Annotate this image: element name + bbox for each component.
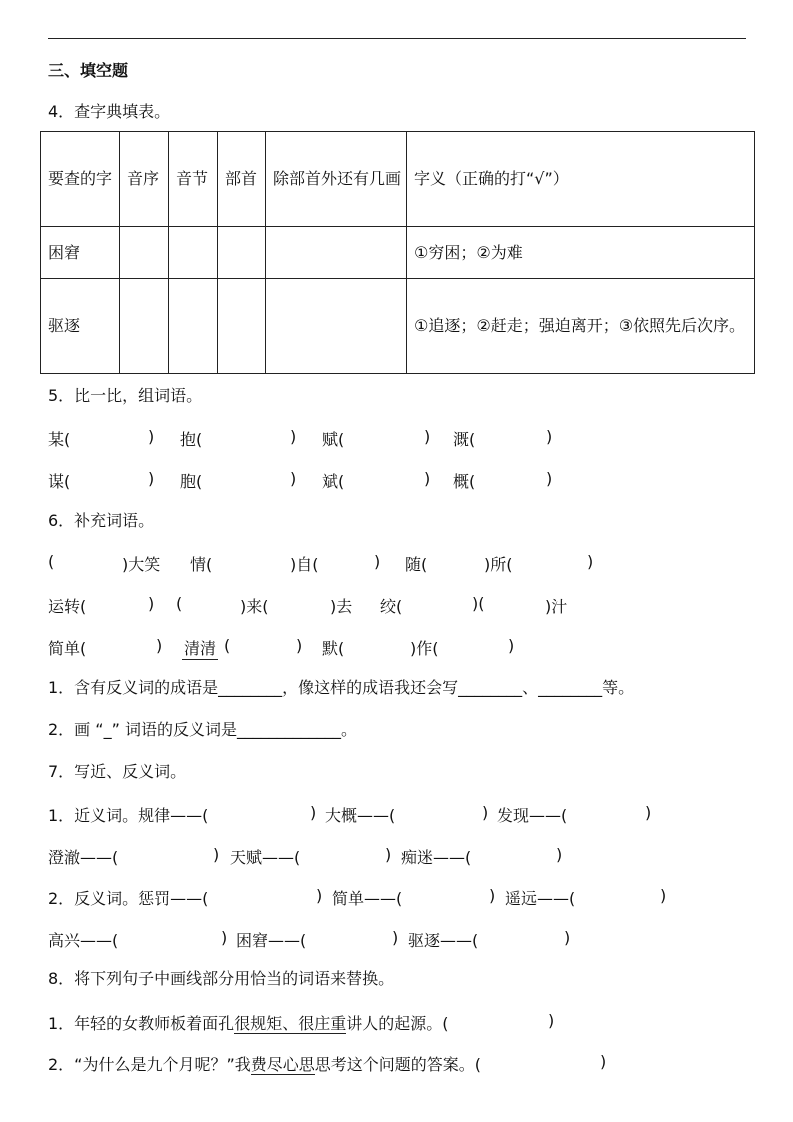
q6-underlined-word: 清清 <box>182 636 218 660</box>
q6-sub1: 1．含有反义词的成语是________，像这样的成语我还会写________、________等。 <box>48 678 635 697</box>
meaning-cell: ①穷困；②为难 <box>407 227 755 279</box>
q7-seg: ) <box>310 803 317 822</box>
header-cell: 音序 <box>120 132 169 227</box>
answer-cell[interactable] <box>120 227 169 279</box>
q7-seg: ) <box>221 928 228 947</box>
table-row <box>41 279 755 374</box>
word-cell: 驱逐 <box>41 279 120 374</box>
header-cell: 部首 <box>218 132 266 227</box>
q8-s1-underlined: 很规矩、很庄重 <box>234 1014 347 1033</box>
q7-seg: ) <box>385 845 392 864</box>
q5-item: 谋( <box>48 472 71 491</box>
q8-s2-text <box>48 1052 481 1075</box>
q5-item: 某( <box>48 430 71 449</box>
q7-seg: 1．近义词。规律——( <box>48 806 209 825</box>
q5-item: 抱( <box>180 430 203 449</box>
header-cell: 音节 <box>169 132 218 227</box>
q7-title: 7．写近、反义词。 <box>48 762 187 781</box>
q6-seg: )作( <box>410 639 439 658</box>
q7-seg: 驱逐——( <box>408 931 479 950</box>
q6-sub2-mark: _ <box>103 720 112 739</box>
q7-seg: 困窘——( <box>236 931 307 950</box>
q5-blank-close[interactable]: ) <box>546 427 553 446</box>
q7-seg: 2．反义词。惩罚——( <box>48 889 209 908</box>
q6-seg: ) <box>374 552 381 571</box>
q7-seg: ) <box>556 845 563 864</box>
q8-s1-pre: 1．年轻的女教师板着面孔 <box>48 1014 235 1033</box>
header-cell: 字义（正确的打“√”） <box>407 132 755 227</box>
q5-blank-close[interactable]: ) <box>290 469 297 488</box>
section-title: 三、填空题 <box>48 61 129 80</box>
q5-blank-close[interactable]: ) <box>148 427 155 446</box>
q6-sub2 <box>48 720 357 740</box>
q6-seg: 情( <box>190 555 213 574</box>
q5-blank-close[interactable]: ) <box>424 427 431 446</box>
q6-seg: ( <box>48 552 55 571</box>
meaning-cell: ①追逐；②赶走；强迫离开；③依照先后次序。 <box>407 279 755 374</box>
q6-seg: 绞( <box>380 597 403 616</box>
q7-seg: 澄澈——( <box>48 848 119 867</box>
q7-seg: ) <box>482 803 489 822</box>
word-cell: 困窘 <box>41 227 120 279</box>
answer-cell[interactable] <box>218 279 266 374</box>
q7-seg: ) <box>660 886 667 905</box>
q8-s2-pre: 2．“为什么是九个月呢？”我 <box>48 1055 251 1074</box>
q6-sub2-text: 2．画 “ <box>48 720 104 739</box>
q7-seg: 天赋——( <box>230 848 301 867</box>
q8-s1-close[interactable]: ) <box>548 1011 555 1030</box>
q5-item: 斌( <box>322 472 345 491</box>
q6-seg: ) <box>587 552 594 571</box>
q8-s2-close[interactable]: ) <box>600 1052 607 1071</box>
q6-seg: )汁 <box>545 597 568 616</box>
q5-item: 胞( <box>180 472 203 491</box>
q7-seg: ) <box>564 928 571 947</box>
q5-blank-close[interactable]: ) <box>290 427 297 446</box>
q6-seg: ( <box>176 594 183 613</box>
q6-seg: )( <box>472 594 485 613</box>
q4-title: 4．查字典填表。 <box>48 102 171 121</box>
q6-seg: 简单( <box>48 639 87 658</box>
q7-seg: 痴迷——( <box>401 848 472 867</box>
q5-item: 赋( <box>322 430 345 449</box>
q8-s1-text <box>48 1011 448 1034</box>
answer-cell[interactable] <box>169 227 218 279</box>
top-rule <box>48 38 746 39</box>
dictionary-table <box>40 131 755 374</box>
q6-title: 6．补充词语。 <box>48 511 155 530</box>
q7-seg: 遥远——( <box>505 889 576 908</box>
answer-cell[interactable] <box>169 279 218 374</box>
q7-seg: ) <box>645 803 652 822</box>
q7-seg: ) <box>213 845 220 864</box>
q7-seg: 大概——( <box>325 806 396 825</box>
q6-seg: ) <box>156 636 163 655</box>
q6-sub2-text: ” 词语的反义词是_____________。 <box>111 720 357 739</box>
q8-title: 8．将下列句子中画线部分用恰当的词语来替换。 <box>48 969 395 988</box>
q7-seg: 高兴——( <box>48 931 119 950</box>
q8-s2-underlined: 费尽心思 <box>250 1055 315 1074</box>
table-row <box>41 227 755 279</box>
header-cell: 要查的字 <box>41 132 120 227</box>
q6-seg: 随( <box>405 555 428 574</box>
answer-cell[interactable] <box>120 279 169 374</box>
table-header-row <box>41 132 755 227</box>
q6-seg: ) <box>508 636 515 655</box>
q5-blank-close[interactable]: ) <box>424 469 431 488</box>
answer-cell[interactable] <box>266 279 407 374</box>
q7-seg: ) <box>316 886 323 905</box>
q6-seg: 默( <box>322 639 345 658</box>
q6-seg: 运转( <box>48 597 87 616</box>
q5-item: 溉( <box>453 430 476 449</box>
answer-cell[interactable] <box>266 227 407 279</box>
q6-seg: ( <box>224 636 231 655</box>
q7-seg: ) <box>489 886 496 905</box>
q6-seg: ) <box>148 594 155 613</box>
q6-seg: )来( <box>240 597 269 616</box>
answer-cell[interactable] <box>218 227 266 279</box>
header-cell: 除部首外还有几画 <box>266 132 407 227</box>
q5-blank-close[interactable]: ) <box>148 469 155 488</box>
q6-seg: )自( <box>290 555 319 574</box>
q5-title: 5．比一比，组词语。 <box>48 386 203 405</box>
q7-seg: 发现——( <box>497 806 568 825</box>
q5-item: 概( <box>453 472 476 491</box>
q7-seg: 简单——( <box>332 889 403 908</box>
q5-blank-close[interactable]: ) <box>546 469 553 488</box>
q7-seg: ) <box>392 928 399 947</box>
q8-s2-post: 思考这个问题的答案。( <box>314 1055 482 1074</box>
q8-s1-post: 讲人的起源。( <box>346 1014 449 1033</box>
q6-seg: ) <box>296 636 303 655</box>
q6-seg: )所( <box>484 555 513 574</box>
q6-seg: )去 <box>330 597 353 616</box>
q6-seg: )大笑 <box>122 555 161 574</box>
